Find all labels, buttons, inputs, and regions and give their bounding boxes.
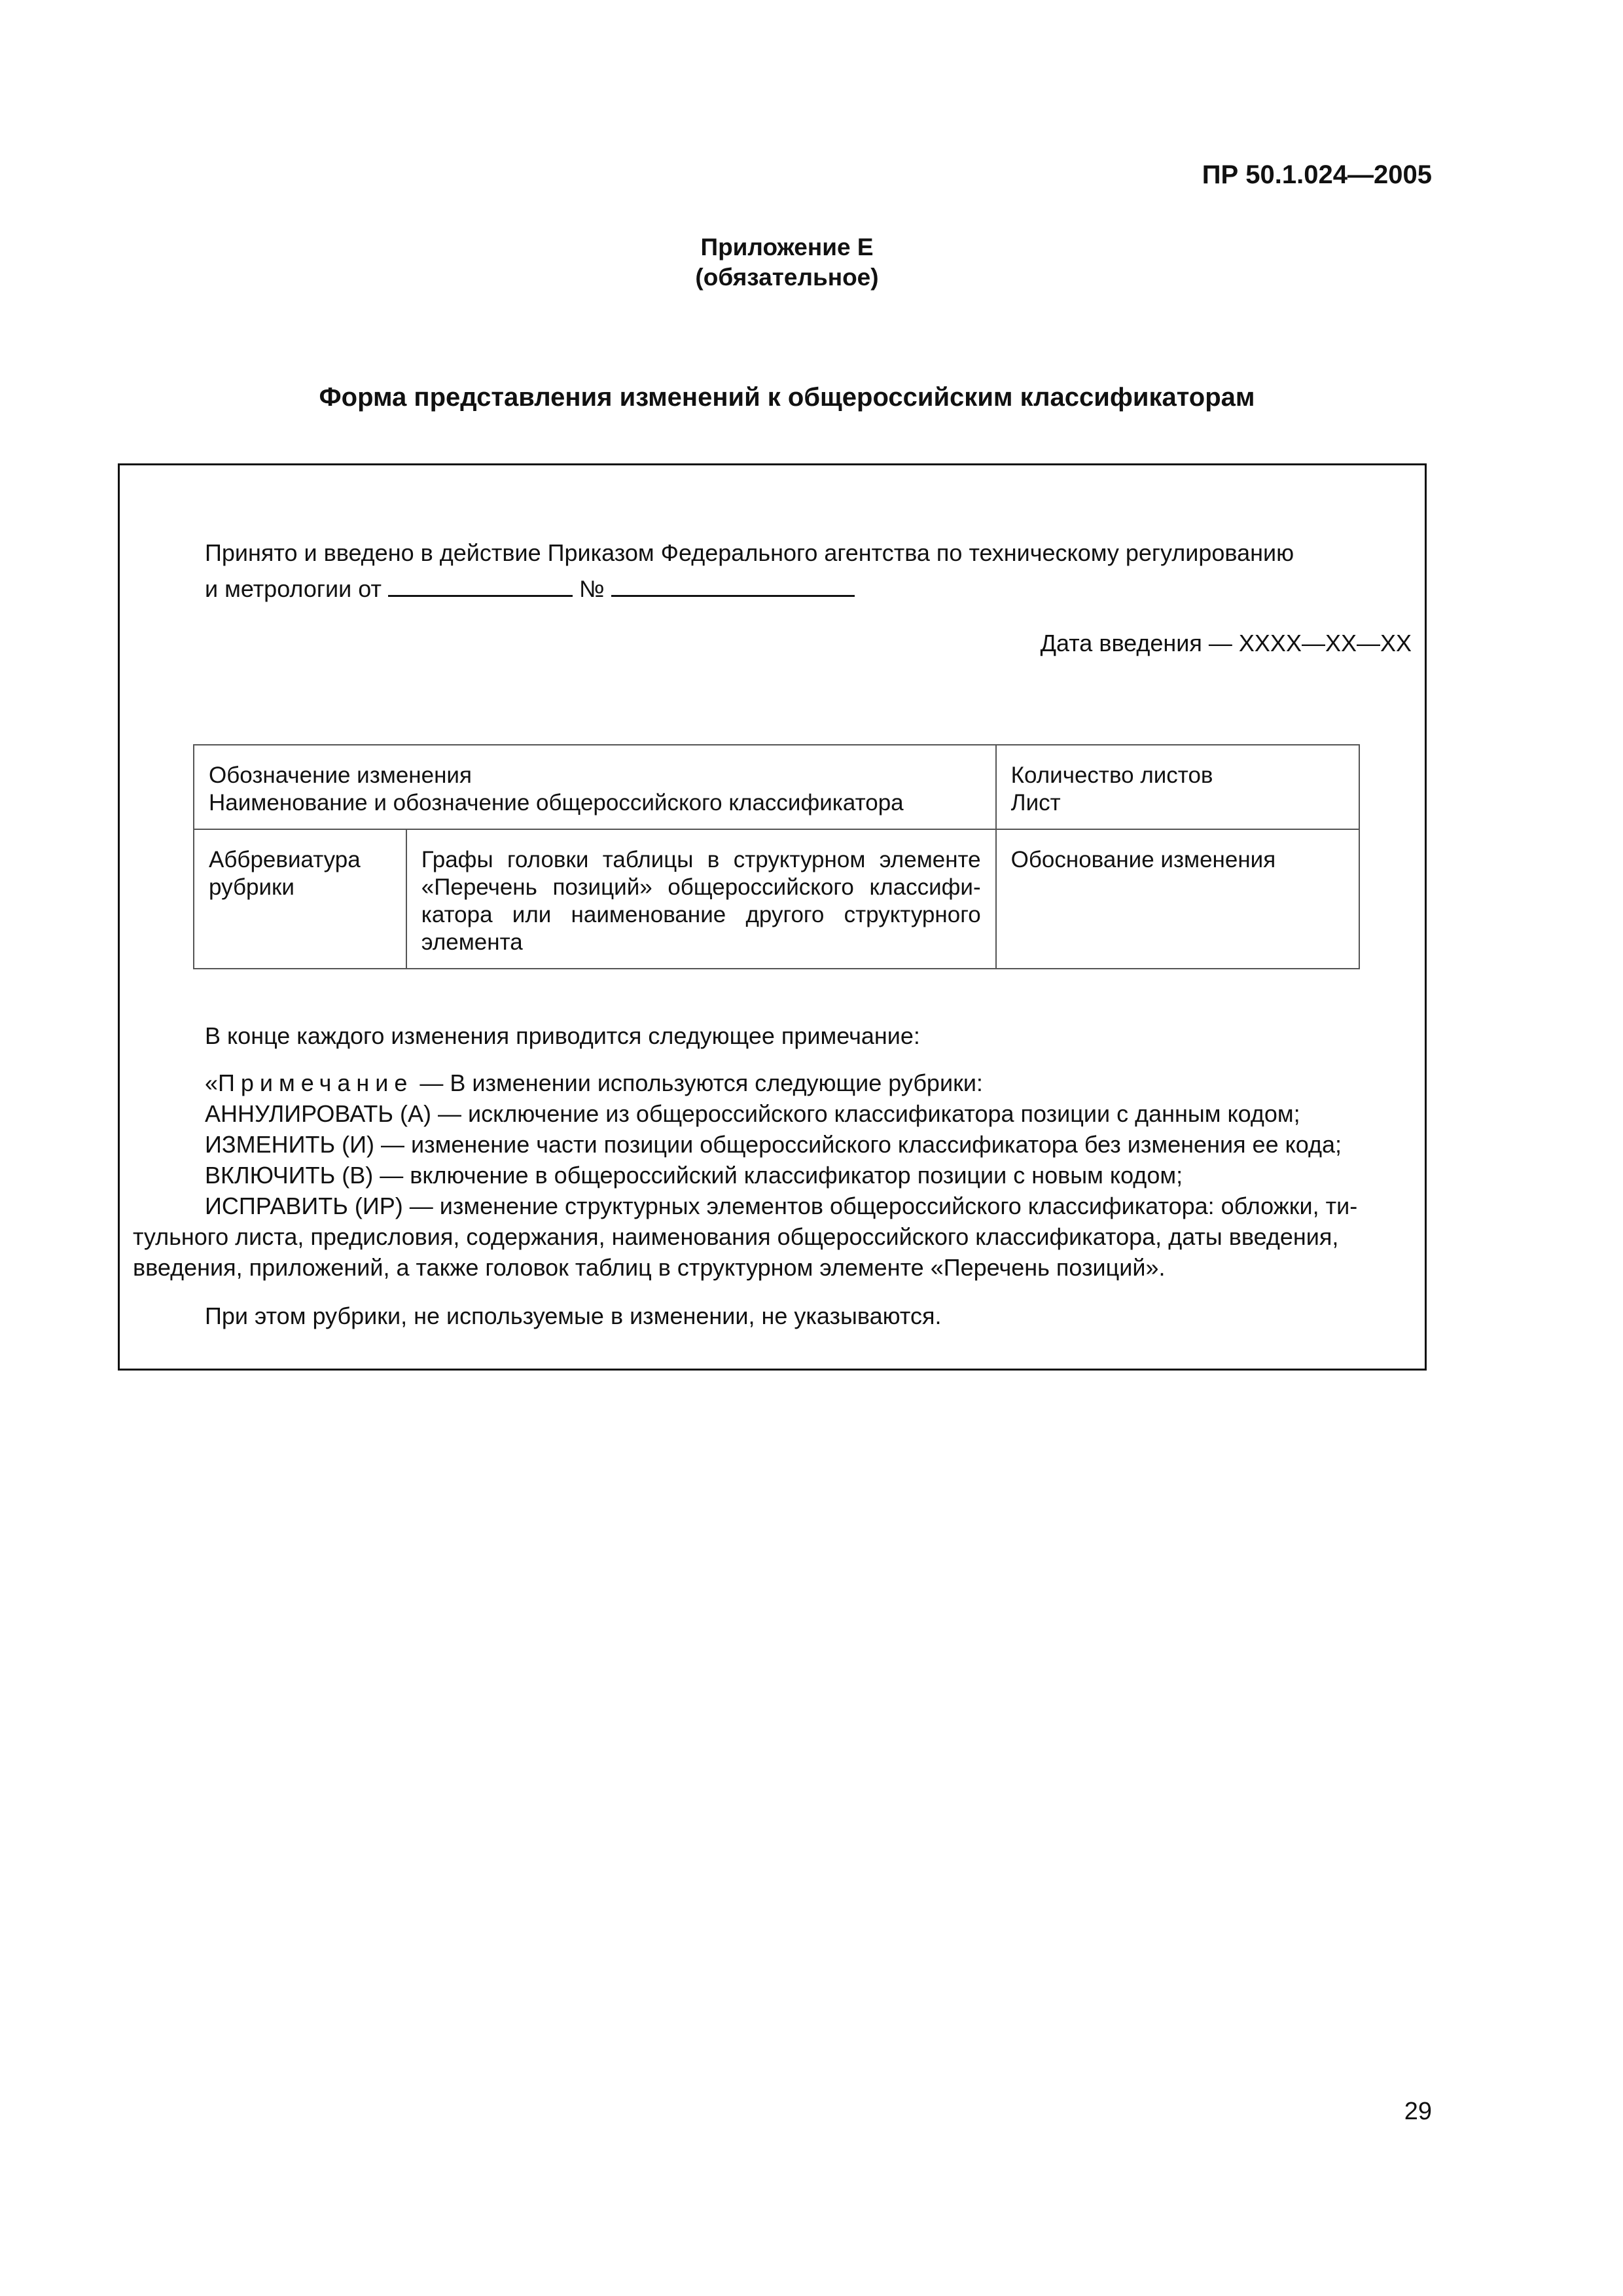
page-number: 29 (1404, 2098, 1432, 2125)
change-justification: Обоснование изменения (996, 829, 1359, 969)
date-blank (388, 573, 573, 597)
rubric-fix-line-3: введения, приложений, а также головок таблиц в структурном элементе «Перечень позиций». (133, 1254, 1166, 1281)
table-cell (194, 745, 996, 829)
note-label: Примечание (218, 1069, 414, 1096)
number-sign: № (579, 575, 605, 602)
table-row (194, 745, 1359, 829)
table-cell (996, 745, 1359, 829)
rubric-change: ИЗМЕНИТЬ (И) — изменение части позиции общероссийского классификатора без изменения ее кода; (205, 1131, 1342, 1158)
rubric-annul: АННУЛИРОВАТЬ (А) — исключение из общероссийского классификатора позиции с данным кодом; (205, 1100, 1300, 1127)
effective-date: Дата введения — XXXX—XX—XX (1040, 630, 1412, 656)
form-heading: Форма представления изменений к общероссийским классификаторам (319, 383, 1255, 412)
table-row (194, 829, 1359, 969)
annex-status: (обязательное) (695, 264, 879, 291)
note-text: — В изменении используются следующие рубрики: (413, 1069, 983, 1096)
closing-note: При этом рубрики, не используемые в изменении, не указываются. (205, 1302, 942, 1329)
adopted-line-1: Принято и введено в действие Приказом Федерального агентства по техническому регулированию (205, 539, 1294, 566)
annex-title: Приложение Е (700, 234, 874, 260)
rubric-include: ВКЛЮЧИТЬ (В) — включение в общероссийский классификатор позиции с новым кодом; (205, 1162, 1183, 1189)
change-form-table (193, 744, 1360, 969)
number-blank (611, 573, 855, 597)
note-line (205, 1069, 983, 1098)
change-designation: Обозначение изменения (209, 762, 472, 788)
sheet-count: Количество листов (1010, 762, 1213, 788)
classifier-name: Наименование и обозначение общероссийского классификатора (209, 790, 904, 816)
table-head-columns: Графы головки таблицы в структурном элементе «Перечень позиций» общероссийского классификатора или наименование другого структурного элемента (406, 829, 996, 969)
form-frame (118, 463, 1427, 1371)
annex-title-block (0, 232, 1574, 293)
adopted-line-2-prefix: и метрологии от (205, 575, 382, 602)
document-code: ПР 50.1.024—2005 (1202, 160, 1432, 189)
rubric-fix-line-2: тульного листа, предисловия, содержания, наименования общероссийского классификатора, даты введения, (133, 1223, 1339, 1250)
rubric-abbreviation: Аббревиатура рубрики (194, 829, 406, 969)
end-note-intro: В конце каждого изменения приводится следующее примечание: (205, 1022, 920, 1049)
adopted-line-2 (205, 573, 855, 603)
sheet-label: Лист (1010, 790, 1061, 816)
rubric-fix-line-1: ИСПРАВИТЬ (ИР) — изменение структурных элементов общероссийского классификатора: обложки, ти- (205, 1193, 1358, 1219)
note-open-quote: « (205, 1069, 219, 1096)
